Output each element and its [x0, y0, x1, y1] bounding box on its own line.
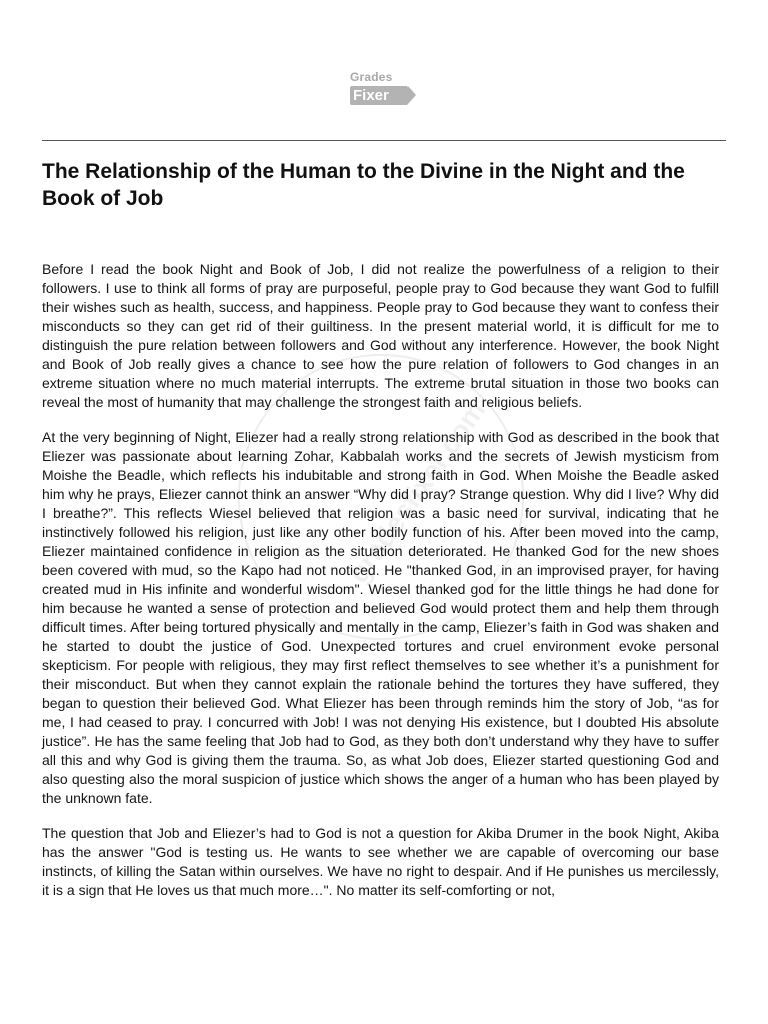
gradesfixer-logo[interactable]: [348, 70, 428, 110]
document-body: [42, 260, 719, 916]
paragraph: Before I read the book Night and Book of Job, I did not realize the powerfulness of a religion to their followers. I use to think all forms of pray are purposeful, people pray to God because they want God to fulfill their wishes such as health, success, and happiness. People pray to God because they want to confess their misconducts so they can get rid of their guiltiness. In the present material world, it is difficult for me to distinguish the pure relation between followers and God without any interference. However, the book Night and Book of Job really gives a chance to see how the pure relation of followers to God changes in an extreme situation where no much material interrupts. The extreme brutal situation in those two books can reveal the most of humanity that may challenge the strongest faith and religious beliefs.: [42, 261, 719, 410]
logo-top-text: Grades: [350, 70, 393, 84]
logo-badge: [350, 86, 408, 105]
logo-badge-text: Fixer: [353, 87, 389, 104]
logo-arrow-icon: [408, 86, 416, 104]
watermark-text: gradesfixer.com: [342, 394, 492, 589]
header-divider: [42, 140, 726, 141]
paragraph: The question that Job and Eliezer’s had to God is not a question for Akiba Drumer in the book Night, Akiba has the answer "God is testing us. He wants to see whether we are capable of overcoming our base instincts, of killing the Satan within ourselves. We have no right to despair. And if He punishes us mercilessly, it is a sign that He loves us that much more…". No matter its self-comforting or not,: [42, 825, 719, 898]
paragraph: At the very beginning of Night, Eliezer had a really strong relationship with God as described in the book that Eliezer was passionate about learning Zohar, Kabbalah works and the secrets of Jewish mysticism from Moishe the Beadle, which reflects his indubitable and strong faith in God. When Moishe the Beadle asked him why he prays, Eliezer cannot think an answer “Why did I pray? Strange question. Why did I live? Why did I breathe?”. This reflects Wiesel believed that religion was a basic need for survival, indicating that he instinctively followed his religion, just like any other bodily function of his. After been moved into the camp, Eliezer maintained confidence in religion as the situation deteriorated. He thanked God for the new shoes been covered with mud, so the Kapo had not noticed. He "thanked God, in an improvised prayer, for having created mud in His infinite and wonderful wisdom". Wiesel thanked god for the little things he had done for him because he wanted a sense of protection and believed God would protect them and help them through difficult times. After being tortured physically and mentally in the camp, Eliezer’s faith in God was shaken and he started to doubt the justice of God. Unexpected tortures and cruel environment evoke personal skepticism. For people with religious, they may first reflect themselves to see whether it’s a punishment for their misconduct. But when they cannot explain the rationale behind the tortures they have suffered, they began to question their believed God. What Eliezer has been through reminds him the story of Job, “as for me, I had ceased to pray. I concurred with Job! I was not denying His existence, but I doubted His absolute justice”. He has the same feeling that Job had to God, as they both don’t understand why they have to suffer all this and why God is giving them the trauma. So, as what Job does, Eliezer started questioning God and also questing also the moral suspicion of justice which shows the anger of a human who has been played by the unknown fate.: [42, 429, 719, 806]
document-title: The Relationship of the Human to the Divine in the Night and the Book of Job: [42, 160, 685, 210]
